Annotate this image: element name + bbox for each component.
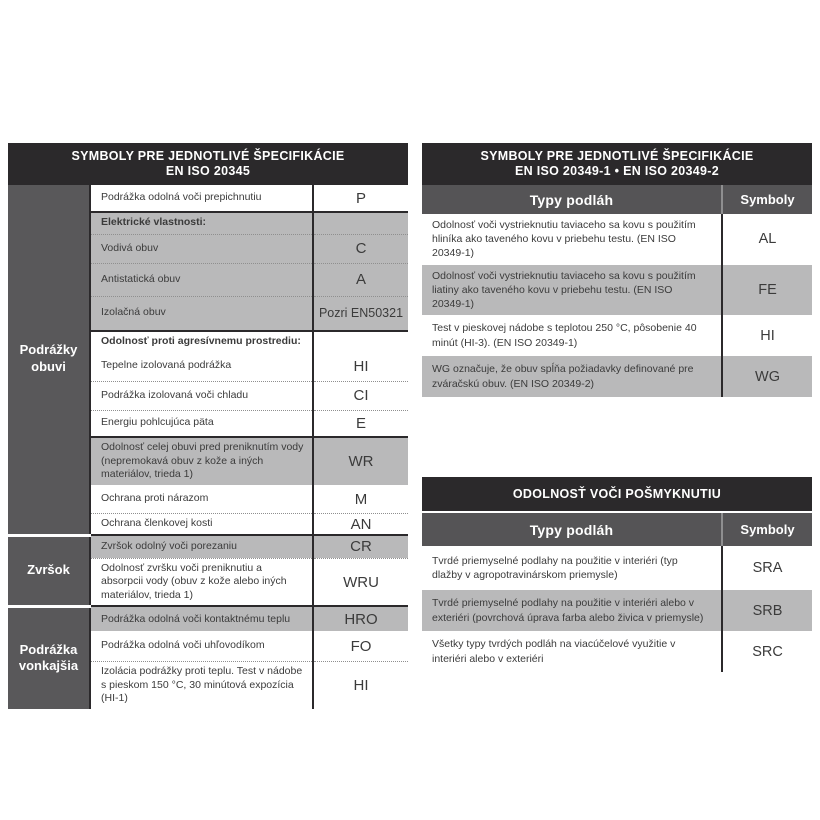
row-label: Odolnosť voči vystrieknutiu taviaceho sa kovu s použitím liatiny ako taveného kovu v priebehu testu. (EN ISO 20349-1): [422, 265, 722, 316]
right-top-table-header: [422, 143, 812, 185]
row-label: Tvrdé priemyselné podlahy na použitie v interiéri alebo v exteriéri (povrchová úprava farba alebo živica v priemysle): [422, 590, 722, 631]
row-symbol: P: [313, 185, 408, 212]
left-table: [8, 143, 408, 709]
row-label: Test v pieskovej nádobe s teplotou 250 °C, pôsobenie 40 minút (HI-3). (EN ISO 20349-1): [422, 315, 722, 356]
column-header-typy-podlah: Typy podláh: [422, 185, 722, 214]
row-label: Zvršok odolný voči porezaniu: [90, 535, 313, 558]
row-symbol: E: [313, 410, 408, 437]
row-label: Tvrdé priemyselné podlahy na použitie v interiéri (typ dlažby v agropotravinárskom priemysle): [422, 546, 722, 590]
row-label: Všetky typy tvrdých podláh na viacúčelové využitie v interiéri alebo v exteriéri: [422, 631, 722, 672]
row-symbol: M: [313, 485, 408, 514]
row-label: Odolnosť zvršku voči preniknutiu a absorpcii vody (obuv z kože alebo iných materiálov, trieda 1): [90, 558, 313, 606]
row-symbol: AN: [313, 514, 408, 535]
table-row: [422, 315, 812, 356]
right-top-title-line2: EN ISO 20349-1 • EN ISO 20349-2: [514, 164, 720, 178]
table-row: [422, 265, 812, 316]
right-bottom-table-body: [422, 513, 812, 672]
row-label: Podrážka odolná voči prepichnutiu: [90, 185, 313, 212]
row-label: Ochrana členkovej kosti: [90, 514, 313, 535]
row-symbol: C: [313, 234, 408, 263]
row-symbol: SRC: [722, 631, 812, 672]
column-header-symboly: Symboly: [722, 185, 812, 214]
right-bottom-table-header: [422, 477, 812, 511]
left-table-title-line1: SYMBOLY PRE JEDNOTLIVÉ ŠPECIFIKÁCIE: [71, 149, 345, 163]
table-row: [422, 590, 812, 631]
left-table-title-line2: EN ISO 20345: [165, 164, 251, 178]
row-symbol: HI: [313, 352, 408, 381]
row-symbol: AL: [722, 214, 812, 265]
row-label: Energiu pohlcujúca päta: [90, 410, 313, 437]
column-header-row: [422, 513, 812, 546]
row-symbol: WRU: [313, 558, 408, 606]
section-label-zvrsok: Zvršok: [8, 535, 90, 606]
right-top-table-body: [422, 185, 812, 397]
row-label: Izolačná obuv: [90, 296, 313, 331]
row-symbol: WR: [313, 437, 408, 485]
row-symbol: SRA: [722, 546, 812, 590]
row-label: Podrážka odolná voči uhľovodíkom: [90, 631, 313, 661]
row-label: Odolnosť proti agresívnemu prostrediu:: [90, 331, 313, 352]
table-row: [8, 606, 408, 631]
table-row: [8, 535, 408, 558]
row-label: Podrážka odolná voči kontaktnému teplu: [90, 606, 313, 631]
row-symbol: FE: [722, 265, 812, 316]
right-bottom-table: [422, 477, 812, 672]
column-header-symboly: Symboly: [722, 513, 812, 546]
left-table-body: [8, 185, 408, 709]
row-symbol: Pozri EN50321: [313, 296, 408, 331]
row-symbol: SRB: [722, 590, 812, 631]
right-bottom-title: ODOLNOSŤ VOČI POŠMYKNUTIU: [512, 486, 722, 501]
row-symbol: HI: [313, 661, 408, 708]
section-label-podrazky-obuvi: Podrážky obuvi: [8, 185, 90, 535]
row-symbol: HI: [722, 315, 812, 356]
section-label-podrazka-vonkajsia: Podrážka vonkajšia: [8, 606, 90, 708]
table-row: [422, 631, 812, 672]
row-label: Odolnosť celej obuvi pred preniknutím vody (nepremokavá obuv z kože a iných materiálov, trieda 1): [90, 437, 313, 485]
table-row: [422, 546, 812, 590]
table-row: [8, 185, 408, 212]
row-label: Elektrické vlastnosti:: [90, 212, 313, 234]
row-label: Izolácia podrážky proti teplu. Test v nádobe s pieskom 150 °C, 30 minútová expozícia (HI-1): [90, 661, 313, 708]
row-label: Podrážka izolovaná voči chladu: [90, 381, 313, 410]
row-label: Odolnosť voči vystrieknutiu taviaceho sa kovu s použitím hliníka ako taveného kovu v priebehu testu. (EN ISO 20349-1): [422, 214, 722, 265]
row-symbol: CI: [313, 381, 408, 410]
row-label: Tepelne izolovaná podrážka: [90, 352, 313, 381]
table-row: [422, 214, 812, 265]
row-symbol: FO: [313, 631, 408, 661]
row-label: Ochrana proti nárazom: [90, 485, 313, 514]
row-symbol: WG: [722, 356, 812, 397]
row-symbol: HRO: [313, 606, 408, 631]
column-header-row: [422, 185, 812, 214]
row-label: WG označuje, že obuv spĺňa požiadavky definované pre zváračskú obuv. (EN ISO 20349-2): [422, 356, 722, 397]
right-top-table: [422, 143, 812, 397]
row-label: Vodivá obuv: [90, 234, 313, 263]
right-top-title-line1: SYMBOLY PRE JEDNOTLIVÉ ŠPECIFIKÁCIE: [480, 149, 754, 163]
row-symbol: CR: [313, 535, 408, 558]
left-table-header: [8, 143, 408, 185]
table-row: [422, 356, 812, 397]
row-label: Antistatická obuv: [90, 263, 313, 296]
row-symbol: A: [313, 263, 408, 296]
row-symbol: [313, 212, 408, 234]
row-symbol: [313, 331, 408, 352]
column-header-typy-podlah: Typy podláh: [422, 513, 722, 546]
